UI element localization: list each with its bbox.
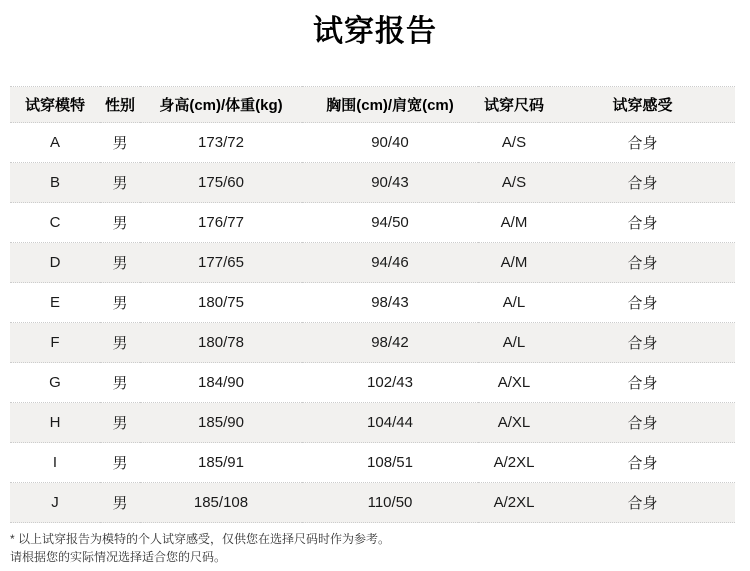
table-cell: 173/72 bbox=[140, 123, 302, 163]
table-cell: 合身 bbox=[550, 323, 735, 363]
table-cell: 男 bbox=[100, 203, 140, 243]
table-cell: 94/50 bbox=[302, 203, 478, 243]
table-row bbox=[10, 323, 735, 363]
table-row bbox=[10, 363, 735, 403]
table-cell: 98/43 bbox=[302, 283, 478, 323]
table-cell: 110/50 bbox=[302, 483, 478, 523]
table-cell: A/M bbox=[478, 203, 550, 243]
table-cell: A/L bbox=[478, 283, 550, 323]
table-cell: 男 bbox=[100, 163, 140, 203]
table-cell: 90/43 bbox=[302, 163, 478, 203]
table-cell: 94/46 bbox=[302, 243, 478, 283]
header-row bbox=[10, 87, 735, 123]
table-cell: G bbox=[10, 363, 100, 403]
table-cell: 108/51 bbox=[302, 443, 478, 483]
table-cell: 合身 bbox=[550, 163, 735, 203]
footnotes bbox=[10, 530, 740, 566]
table-row bbox=[10, 243, 735, 283]
table-cell: C bbox=[10, 203, 100, 243]
table-cell: 男 bbox=[100, 123, 140, 163]
table-cell: A/S bbox=[478, 163, 550, 203]
column-header-4: 胸围(cm)/肩宽(cm) bbox=[302, 87, 478, 123]
table-body bbox=[10, 123, 735, 523]
table-cell: 98/42 bbox=[302, 323, 478, 363]
table-cell: 177/65 bbox=[140, 243, 302, 283]
table-row bbox=[10, 403, 735, 443]
table-cell: A/S bbox=[478, 123, 550, 163]
table-cell: A/XL bbox=[478, 403, 550, 443]
fit-report-table bbox=[10, 86, 735, 523]
column-header-5: 试穿尺码 bbox=[478, 87, 550, 123]
column-header-3: 身高(cm)/体重(kg) bbox=[140, 87, 302, 123]
column-header-1: 试穿模特 bbox=[10, 87, 100, 123]
table-cell: 男 bbox=[100, 483, 140, 523]
table-cell: 185/90 bbox=[140, 403, 302, 443]
table-cell: H bbox=[10, 403, 100, 443]
table-cell: 180/78 bbox=[140, 323, 302, 363]
footnote-line-1: * 以上试穿报告为模特的个人试穿感受，仅供您在选择尺码时作为参考。 bbox=[10, 532, 391, 546]
table-cell: 90/40 bbox=[302, 123, 478, 163]
column-header-6: 试穿感受 bbox=[550, 87, 735, 123]
table-cell: 合身 bbox=[550, 203, 735, 243]
table-cell: A/M bbox=[478, 243, 550, 283]
table-cell: 185/108 bbox=[140, 483, 302, 523]
table-row bbox=[10, 483, 735, 523]
table-cell: A bbox=[10, 123, 100, 163]
table-cell: B bbox=[10, 163, 100, 203]
table-cell: A/2XL bbox=[478, 443, 550, 483]
table-cell: J bbox=[10, 483, 100, 523]
table-cell: 180/75 bbox=[140, 283, 302, 323]
table-row bbox=[10, 443, 735, 483]
table-cell: 175/60 bbox=[140, 163, 302, 203]
table-row bbox=[10, 123, 735, 163]
table-cell: D bbox=[10, 243, 100, 283]
table-cell: 男 bbox=[100, 323, 140, 363]
table-row bbox=[10, 203, 735, 243]
table-cell: 185/91 bbox=[140, 443, 302, 483]
table-cell: A/XL bbox=[478, 363, 550, 403]
table-cell: 合身 bbox=[550, 243, 735, 283]
footnote-line-2: 请根据您的实际情况选择适合您的尺码。 bbox=[10, 550, 227, 564]
table-row bbox=[10, 283, 735, 323]
table-cell: E bbox=[10, 283, 100, 323]
table-cell: 合身 bbox=[550, 443, 735, 483]
table-cell: 男 bbox=[100, 283, 140, 323]
table-cell: 184/90 bbox=[140, 363, 302, 403]
table-cell: 男 bbox=[100, 243, 140, 283]
table-cell: F bbox=[10, 323, 100, 363]
table-cell: 男 bbox=[100, 403, 140, 443]
table-cell: 男 bbox=[100, 443, 140, 483]
page-title: 试穿报告 bbox=[313, 15, 437, 48]
table-cell: 合身 bbox=[550, 363, 735, 403]
table-cell: 男 bbox=[100, 363, 140, 403]
table-cell: 104/44 bbox=[302, 403, 478, 443]
table-cell: A/L bbox=[478, 323, 550, 363]
column-header-2: 性别 bbox=[100, 87, 140, 123]
table-cell: 102/43 bbox=[302, 363, 478, 403]
table-cell: 合身 bbox=[550, 483, 735, 523]
table-cell: I bbox=[10, 443, 100, 483]
table-cell: 合身 bbox=[550, 403, 735, 443]
table-cell: A/2XL bbox=[478, 483, 550, 523]
table-cell: 合身 bbox=[550, 123, 735, 163]
table-cell: 合身 bbox=[550, 283, 735, 323]
table-cell: 176/77 bbox=[140, 203, 302, 243]
table-row bbox=[10, 163, 735, 203]
